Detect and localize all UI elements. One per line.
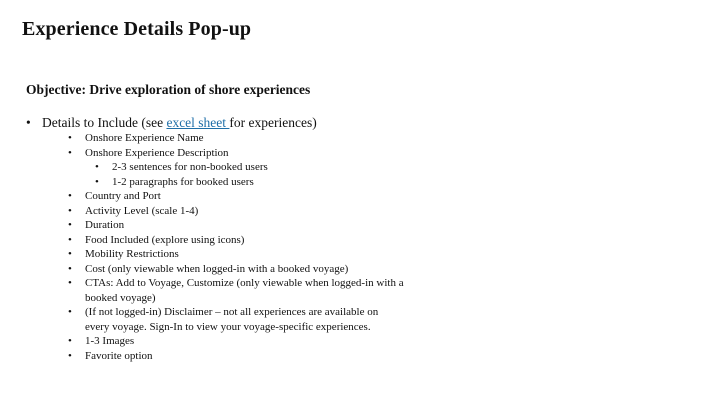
list-item-images: • 1-3 Images <box>68 334 405 349</box>
list-item-country-port: • Country and Port <box>68 189 405 204</box>
details-suffix: for experiences) <box>229 115 317 130</box>
details-list <box>26 114 686 363</box>
list-item-cost: • Cost (only viewable when logged-in with a booked voyage) <box>68 262 405 277</box>
list-item-ctas: • CTAs: Add to Voyage, Customize (only viewable when logged-in with a booked voyage) <box>68 276 405 305</box>
details-prefix: Details to Include (see <box>42 115 167 130</box>
list-item-desc-booked: • 1-2 paragraphs for booked users <box>95 175 405 190</box>
excel-sheet-link[interactable]: excel sheet <box>166 115 230 130</box>
list-item-description <box>68 146 405 190</box>
list-item-disclaimer: • (If not logged-in) Disclaimer – not all experiences are available on every voyage. Sign-In to view your voyage-specific experiences. <box>68 305 405 334</box>
list-item-name: • Onshore Experience Name <box>68 131 405 146</box>
slide-title: Experience Details Pop-up <box>22 18 252 40</box>
details-sublist <box>42 131 686 363</box>
list-item-desc-nonbooked: • 2-3 sentences for non-booked users <box>95 160 405 175</box>
list-item-food: • Food Included (explore using icons) <box>68 233 405 248</box>
objective-heading: Objective: Drive exploration of shore experiences <box>26 82 311 97</box>
details-item <box>26 114 686 363</box>
list-item-activity-level: • Activity Level (scale 1-4) <box>68 204 405 219</box>
list-item-favorite: • Favorite option <box>68 349 405 364</box>
description-label: Onshore Experience Description <box>85 146 229 159</box>
list-item-duration: • Duration <box>68 218 405 233</box>
description-sublist <box>85 160 405 189</box>
list-item-mobility: • Mobility Restrictions <box>68 247 405 262</box>
